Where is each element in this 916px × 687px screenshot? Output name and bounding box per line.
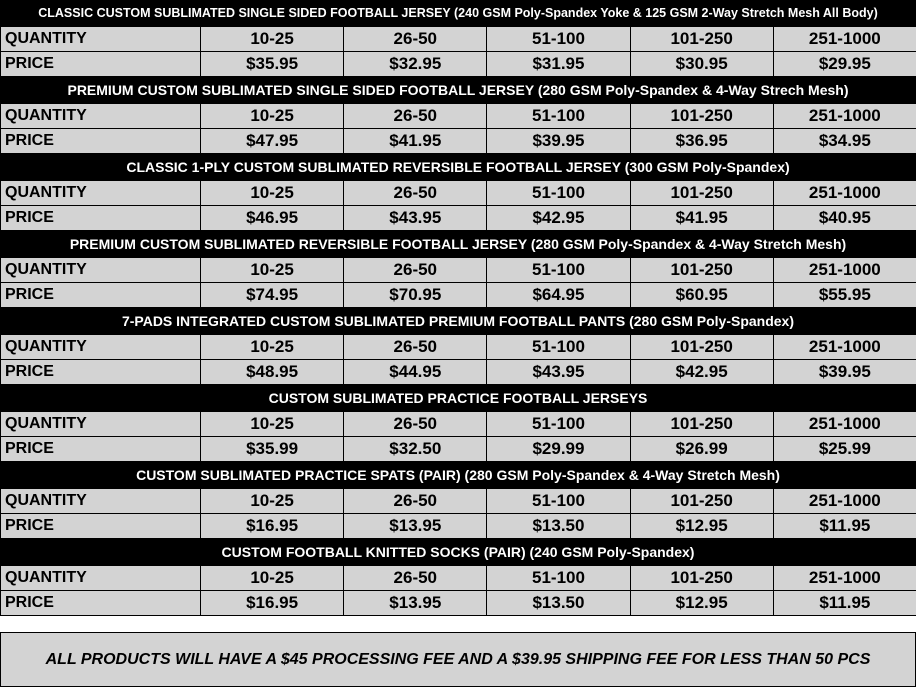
quantity-cell: 26-50 — [344, 412, 487, 437]
quantity-cell: 251-1000 — [773, 27, 916, 52]
price-section — [0, 539, 916, 616]
price-section — [0, 462, 916, 539]
quantity-cell: 10-25 — [201, 335, 344, 360]
price-table — [0, 257, 916, 308]
price-cell: $48.95 — [201, 360, 344, 385]
price-row — [1, 283, 916, 308]
quantity-cell: 251-1000 — [773, 412, 916, 437]
quantity-cell: 251-1000 — [773, 104, 916, 129]
quantity-cell: 251-1000 — [773, 258, 916, 283]
price-table — [0, 26, 916, 77]
quantity-row — [1, 181, 916, 206]
price-section — [0, 154, 916, 231]
quantity-cell: 51-100 — [487, 258, 630, 283]
product-title: CLASSIC CUSTOM SUBLIMATED SINGLE SIDED FOOTBALL JERSEY (240 GSM Poly-Spandex Yoke & 125 GSM 2-Way Stretch Mesh All Body) — [0, 0, 916, 26]
quantity-row — [1, 566, 916, 591]
quantity-row — [1, 27, 916, 52]
quantity-cell: 51-100 — [487, 27, 630, 52]
quantity-cell: 101-250 — [630, 335, 773, 360]
quantity-label: QUANTITY — [1, 27, 201, 52]
price-table — [0, 411, 916, 462]
quantity-row — [1, 104, 916, 129]
quantity-cell: 51-100 — [487, 566, 630, 591]
price-cell: $25.99 — [773, 437, 916, 462]
quantity-label: QUANTITY — [1, 489, 201, 514]
price-cell: $39.95 — [773, 360, 916, 385]
price-cell: $30.95 — [630, 52, 773, 77]
price-label: PRICE — [1, 591, 201, 616]
quantity-cell: 26-50 — [344, 181, 487, 206]
price-cell: $12.95 — [630, 514, 773, 539]
price-table — [0, 180, 916, 231]
price-cell: $13.50 — [487, 514, 630, 539]
quantity-label: QUANTITY — [1, 566, 201, 591]
price-cell: $35.95 — [201, 52, 344, 77]
product-title: PREMIUM CUSTOM SUBLIMATED SINGLE SIDED FOOTBALL JERSEY (280 GSM Poly-Spandex & 4-Way Strech Mesh) — [0, 77, 916, 103]
price-table — [0, 334, 916, 385]
price-cell: $41.95 — [344, 129, 487, 154]
price-cell: $46.95 — [201, 206, 344, 231]
product-title: CUSTOM SUBLIMATED PRACTICE SPATS (PAIR) (280 GSM Poly-Spandex & 4-Way Stretch Mesh) — [0, 462, 916, 488]
quantity-cell: 26-50 — [344, 27, 487, 52]
price-cell: $74.95 — [201, 283, 344, 308]
price-cell: $32.50 — [344, 437, 487, 462]
product-title: PREMIUM CUSTOM SUBLIMATED REVERSIBLE FOOTBALL JERSEY (280 GSM Poly-Spandex & 4-Way Stretch Mesh) — [0, 231, 916, 257]
quantity-cell: 251-1000 — [773, 489, 916, 514]
price-cell: $60.95 — [630, 283, 773, 308]
price-row — [1, 206, 916, 231]
price-cell: $11.95 — [773, 591, 916, 616]
quantity-cell: 26-50 — [344, 566, 487, 591]
price-cell: $44.95 — [344, 360, 487, 385]
price-row — [1, 514, 916, 539]
product-title: CLASSIC 1-PLY CUSTOM SUBLIMATED REVERSIBLE FOOTBALL JERSEY (300 GSM Poly-Spandex) — [0, 154, 916, 180]
quantity-cell: 101-250 — [630, 181, 773, 206]
price-cell: $31.95 — [487, 52, 630, 77]
price-row — [1, 52, 916, 77]
price-cell: $47.95 — [201, 129, 344, 154]
quantity-cell: 26-50 — [344, 489, 487, 514]
price-section — [0, 0, 916, 77]
price-cell: $29.95 — [773, 52, 916, 77]
quantity-cell: 251-1000 — [773, 566, 916, 591]
quantity-row — [1, 412, 916, 437]
price-cell: $26.99 — [630, 437, 773, 462]
price-cell: $35.99 — [201, 437, 344, 462]
quantity-cell: 51-100 — [487, 489, 630, 514]
price-cell: $40.95 — [773, 206, 916, 231]
price-label: PRICE — [1, 360, 201, 385]
price-row — [1, 360, 916, 385]
quantity-cell: 10-25 — [201, 104, 344, 129]
quantity-cell: 101-250 — [630, 258, 773, 283]
price-cell: $11.95 — [773, 514, 916, 539]
quantity-label: QUANTITY — [1, 258, 201, 283]
quantity-cell: 26-50 — [344, 258, 487, 283]
quantity-label: QUANTITY — [1, 335, 201, 360]
price-cell: $16.95 — [201, 591, 344, 616]
price-row — [1, 129, 916, 154]
price-label: PRICE — [1, 283, 201, 308]
price-table — [0, 488, 916, 539]
price-label: PRICE — [1, 206, 201, 231]
quantity-cell: 101-250 — [630, 412, 773, 437]
price-cell: $36.95 — [630, 129, 773, 154]
price-label: PRICE — [1, 514, 201, 539]
quantity-cell: 10-25 — [201, 566, 344, 591]
quantity-label: QUANTITY — [1, 104, 201, 129]
price-cell: $13.50 — [487, 591, 630, 616]
price-cell: $16.95 — [201, 514, 344, 539]
price-cell: $43.95 — [487, 360, 630, 385]
quantity-cell: 26-50 — [344, 335, 487, 360]
quantity-cell: 51-100 — [487, 104, 630, 129]
price-cell: $43.95 — [344, 206, 487, 231]
quantity-cell: 101-250 — [630, 566, 773, 591]
price-table — [0, 565, 916, 616]
product-title: CUSTOM SUBLIMATED PRACTICE FOOTBALL JERSEYS — [0, 385, 916, 411]
price-section — [0, 77, 916, 154]
quantity-row — [1, 489, 916, 514]
product-title: 7-PADS INTEGRATED CUSTOM SUBLIMATED PREMIUM FOOTBALL PANTS (280 GSM Poly-Spandex) — [0, 308, 916, 334]
price-cell: $32.95 — [344, 52, 487, 77]
quantity-cell: 51-100 — [487, 412, 630, 437]
quantity-cell: 51-100 — [487, 181, 630, 206]
quantity-cell: 26-50 — [344, 104, 487, 129]
price-cell: $13.95 — [344, 514, 487, 539]
price-cell: $34.95 — [773, 129, 916, 154]
quantity-row — [1, 335, 916, 360]
quantity-cell: 251-1000 — [773, 181, 916, 206]
price-cell: $39.95 — [487, 129, 630, 154]
price-label: PRICE — [1, 437, 201, 462]
price-cell: $64.95 — [487, 283, 630, 308]
quantity-cell: 51-100 — [487, 335, 630, 360]
price-cell: $55.95 — [773, 283, 916, 308]
price-cell: $41.95 — [630, 206, 773, 231]
price-row — [1, 591, 916, 616]
fee-notice: ALL PRODUCTS WILL HAVE A $45 PROCESSING FEE AND A $39.95 SHIPPING FEE FOR LESS THAN 50 PCS — [0, 632, 916, 687]
price-section — [0, 231, 916, 308]
price-cell: $29.99 — [487, 437, 630, 462]
quantity-label: QUANTITY — [1, 181, 201, 206]
quantity-cell: 101-250 — [630, 104, 773, 129]
product-title: CUSTOM FOOTBALL KNITTED SOCKS (PAIR) (240 GSM Poly-Spandex) — [0, 539, 916, 565]
quantity-label: QUANTITY — [1, 412, 201, 437]
price-cell: $13.95 — [344, 591, 487, 616]
quantity-cell: 101-250 — [630, 27, 773, 52]
price-cell: $70.95 — [344, 283, 487, 308]
price-cell: $42.95 — [487, 206, 630, 231]
price-label: PRICE — [1, 52, 201, 77]
price-table — [0, 103, 916, 154]
quantity-cell: 10-25 — [201, 181, 344, 206]
quantity-cell: 10-25 — [201, 258, 344, 283]
quantity-cell: 10-25 — [201, 489, 344, 514]
price-section — [0, 308, 916, 385]
price-label: PRICE — [1, 129, 201, 154]
quantity-cell: 10-25 — [201, 27, 344, 52]
price-row — [1, 437, 916, 462]
quantity-cell: 10-25 — [201, 412, 344, 437]
price-cell: $12.95 — [630, 591, 773, 616]
quantity-cell: 101-250 — [630, 489, 773, 514]
quantity-row — [1, 258, 916, 283]
price-section — [0, 385, 916, 462]
quantity-cell: 251-1000 — [773, 335, 916, 360]
price-cell: $42.95 — [630, 360, 773, 385]
